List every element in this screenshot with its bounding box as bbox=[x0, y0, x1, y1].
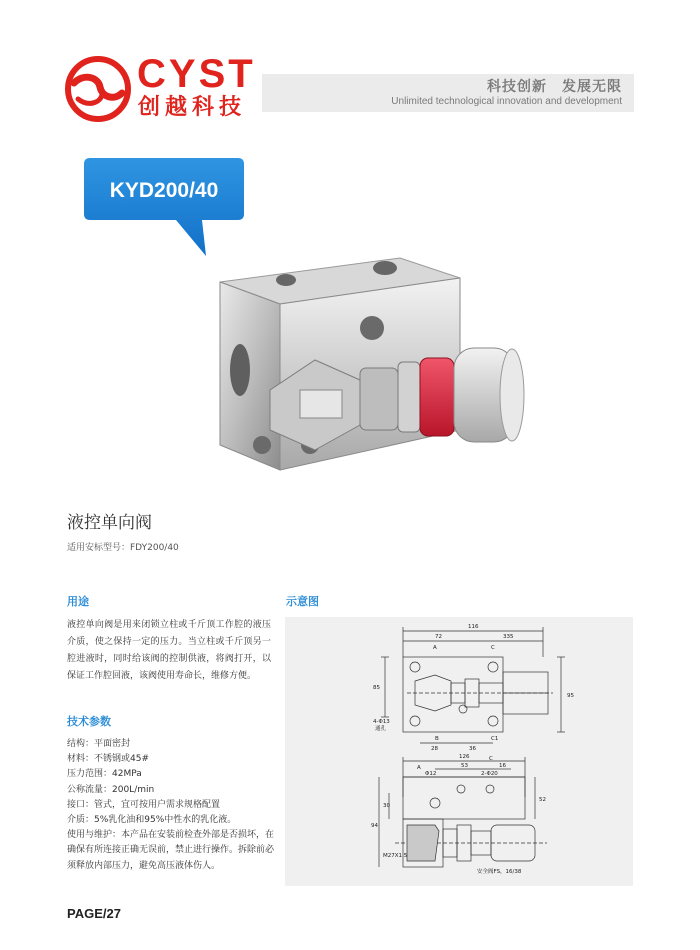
params-heading: 技术参数 bbox=[67, 715, 111, 728]
params-list bbox=[67, 737, 281, 874]
dim-label: 安全阀FS，16/38 bbox=[477, 869, 522, 875]
dim-label: 116 bbox=[468, 624, 479, 630]
technical-drawing bbox=[285, 617, 633, 886]
param-item: 结构：平面密封 bbox=[67, 739, 131, 749]
param-item: 使用与维护：本产品在安装前检查外部是否损坏，在确保有所连接正确无误前，禁止进行操作。拆除前必须释放内部压力，避免高压液体伤人。 bbox=[67, 830, 275, 871]
dim-label: Φ12 bbox=[425, 771, 437, 777]
dim-label: 通孔 bbox=[375, 726, 387, 732]
dim-label: 126 bbox=[459, 754, 470, 760]
brand-name-en: CYST bbox=[137, 52, 256, 96]
dim-label: 4-Φ13 bbox=[373, 719, 390, 725]
dim-label: 52 bbox=[539, 797, 546, 803]
dim-label: 2-Φ20 bbox=[481, 771, 498, 777]
param-item: 材料：不锈钢或45# bbox=[67, 754, 149, 765]
slogan-en: Unlimited technological innovation and development bbox=[391, 96, 622, 107]
slogan-cn: 科技创新 发展无限 bbox=[487, 79, 622, 95]
dim-label: C1 bbox=[491, 736, 499, 742]
dim-label: 30 bbox=[383, 803, 390, 809]
dim-label: 16 bbox=[499, 763, 506, 769]
dim-label: M27X1.5 bbox=[383, 853, 408, 859]
diagram-heading: 示意图 bbox=[286, 595, 319, 608]
dim-label: B bbox=[435, 736, 439, 742]
model-line: 适用安标型号：FDY200/40 bbox=[67, 543, 179, 553]
usage-heading: 用途 bbox=[67, 595, 89, 608]
dim-label: 72 bbox=[435, 634, 442, 640]
param-item: 公称流量：200L/min bbox=[67, 784, 155, 795]
dim-label: 94 bbox=[371, 823, 378, 829]
dim-label: A bbox=[433, 645, 437, 651]
dim-label: C bbox=[491, 645, 495, 651]
usage-text: 液控单向阀是用来闭锁立柱或千斤顶工作腔的液压介质，使之保持一定的压力。当立柱或千斤顶另一腔进液时，同时给该阀的控制供液，将阀打开，以保证工作腔回液，该阀使用寿命长，维修方便。 bbox=[67, 620, 271, 681]
param-item: 接口：管式，宜可按用户需求规格配置 bbox=[67, 799, 221, 810]
cyst-logo-icon bbox=[64, 55, 132, 123]
dim-label: 28 bbox=[431, 746, 438, 752]
param-item: 介质：5%乳化油和95%中性水的乳化液。 bbox=[67, 815, 237, 826]
dim-label: C bbox=[489, 756, 493, 762]
product-title: 液控单向阀 bbox=[67, 513, 152, 533]
dim-label: 95 bbox=[567, 693, 574, 699]
dim-label: 36 bbox=[469, 746, 476, 752]
dim-label: 335 bbox=[503, 634, 514, 640]
page-number: PAGE/27 bbox=[67, 906, 121, 921]
brand-name-cn: 创越科技 bbox=[138, 95, 247, 120]
dim-label: 53 bbox=[461, 763, 468, 769]
param-item: 压力范围：42MPa bbox=[67, 769, 142, 780]
dim-label: A bbox=[417, 765, 421, 771]
dim-label: 85 bbox=[373, 685, 380, 691]
product-image bbox=[200, 240, 535, 480]
model-badge: KYD200/40 bbox=[109, 179, 219, 202]
